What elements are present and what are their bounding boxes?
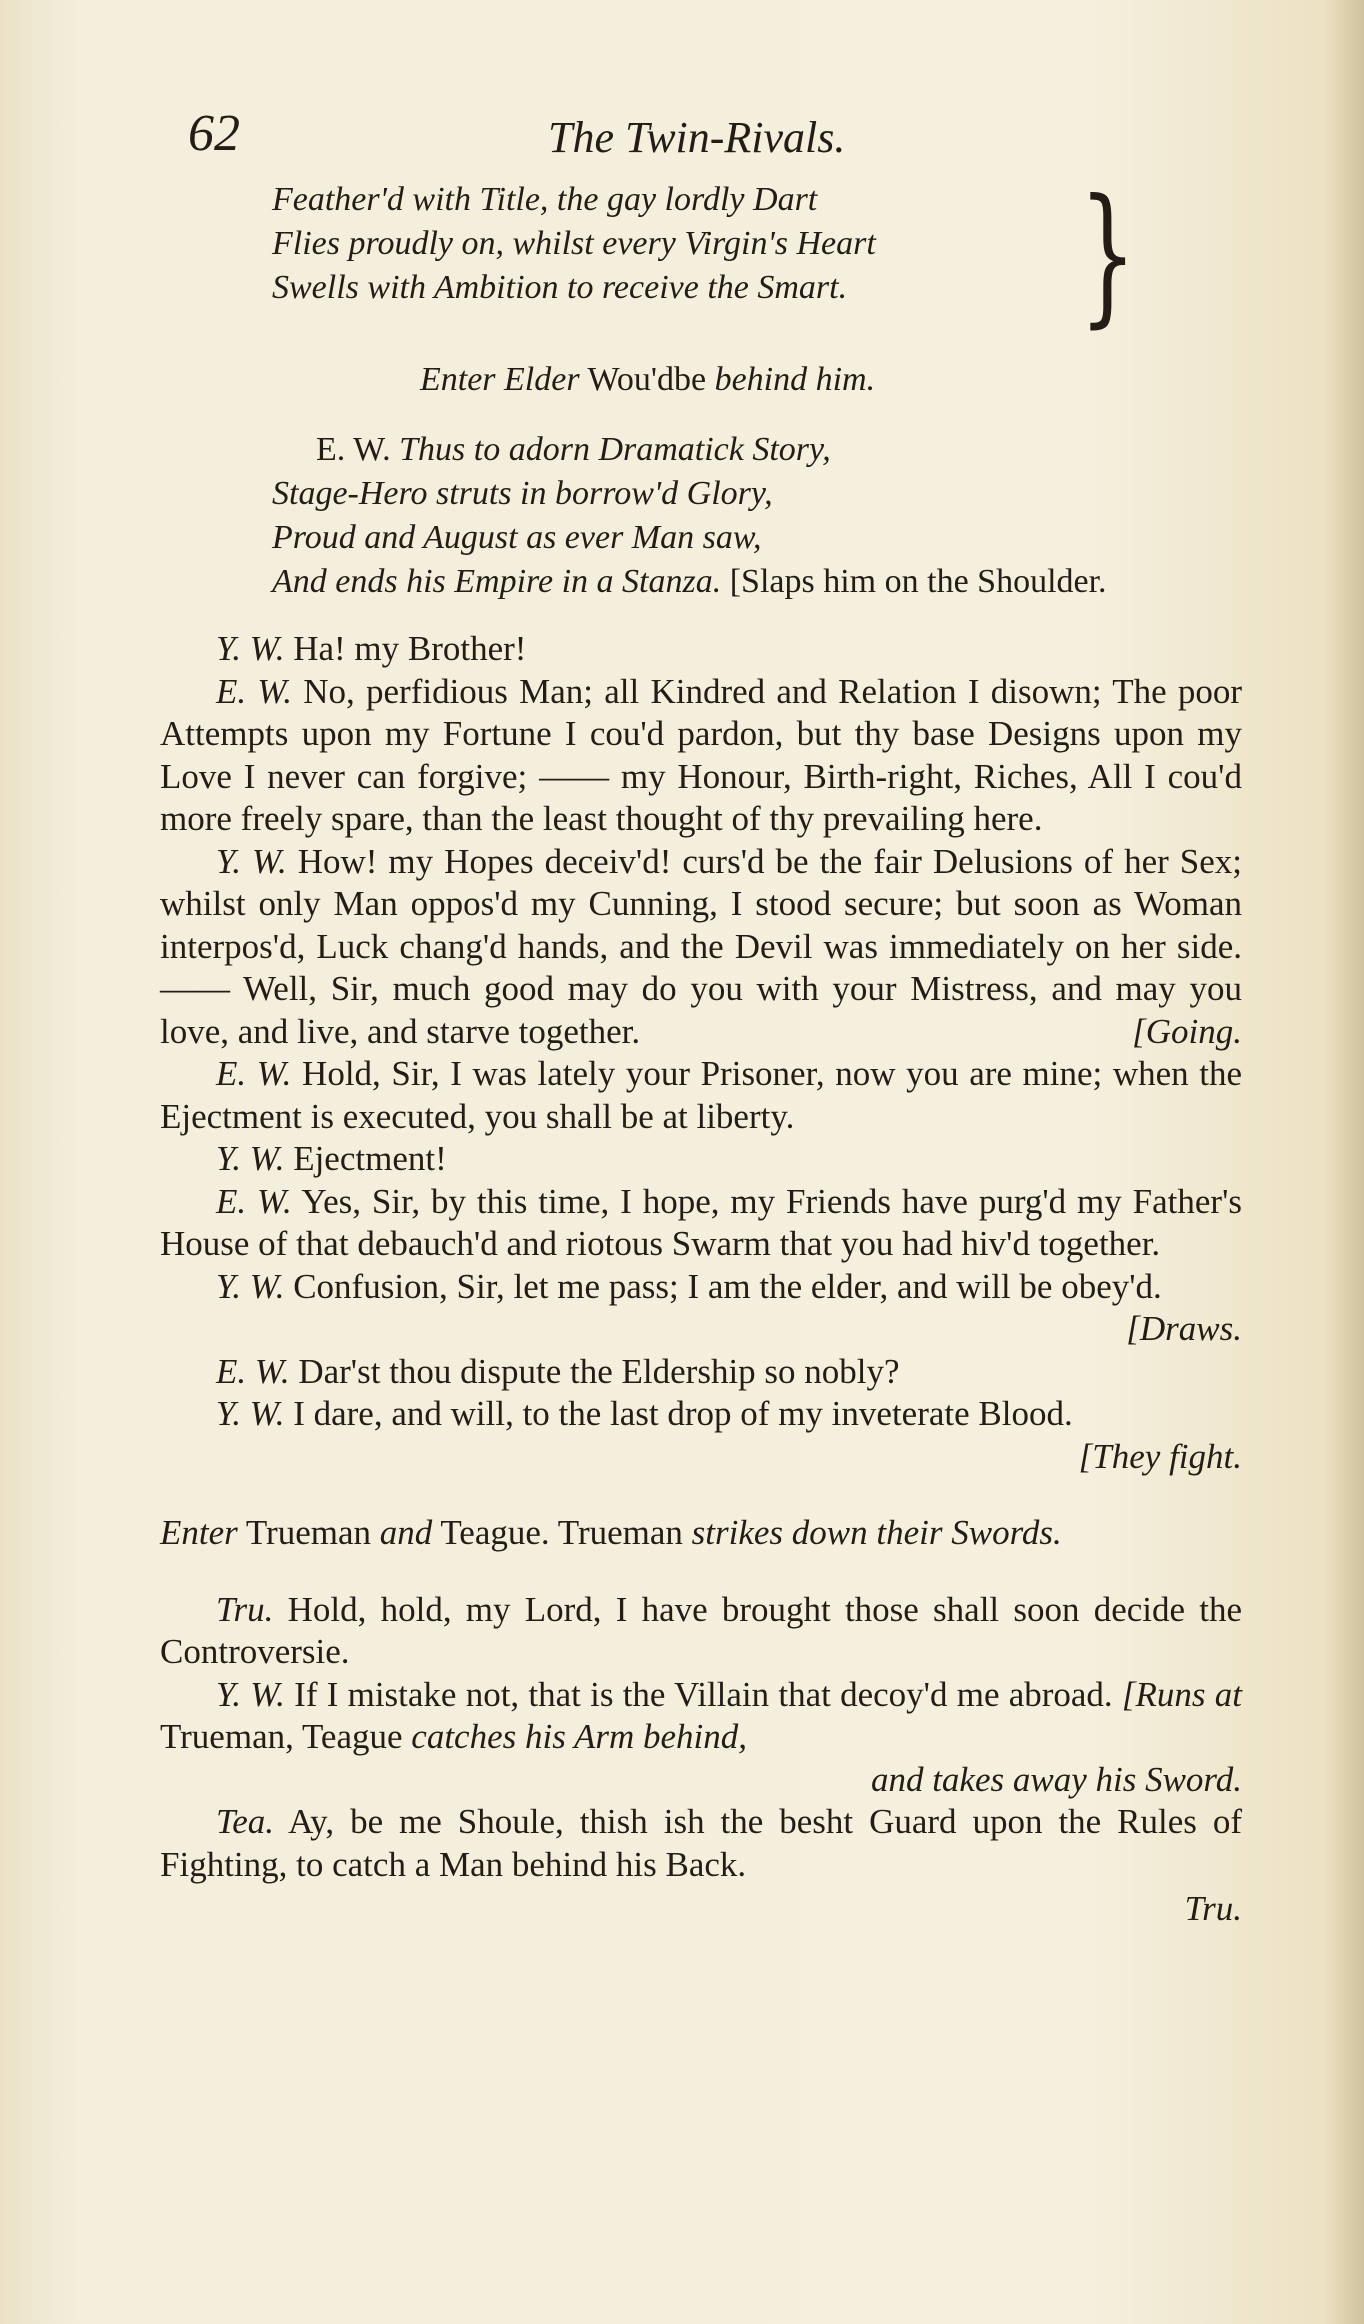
sd2-and: and <box>379 1513 433 1552</box>
ew-verse-speaker: E. W. <box>316 431 391 468</box>
speech-11-dir-b: catches his Arm behind, <box>411 1717 747 1756</box>
catchword: Tru. <box>1184 1889 1242 1928</box>
stage-direction-enter-trueman <box>160 1512 1242 1555</box>
speech-11-dir-c: and takes away his Sword. <box>870 1759 1242 1799</box>
speech-11-dir-name1: Trueman, <box>160 1717 294 1756</box>
ew-verse-text-4: And ends his Empire in a Stanza. <box>272 563 722 600</box>
speech-9 <box>160 1393 1242 1476</box>
speech-9-speaker: Y. W. <box>216 1394 285 1433</box>
speech-3-speaker: Y. W. <box>216 841 287 881</box>
song-line-2: Flies proudly on, whilst every Virgin's Heart <box>272 225 876 262</box>
song-brace: } <box>1079 168 1137 342</box>
speech-5-text: Ejectment! <box>293 1139 447 1178</box>
sd2-name2: Teague. <box>440 1513 550 1552</box>
speech-7-direction: [Draws. <box>1126 1309 1242 1348</box>
sd2-rest: strikes down their Swords. <box>691 1513 1062 1552</box>
song-line-3: Swells with Ambition to receive the Smart. <box>272 269 848 306</box>
speech-2-speaker: E. W. <box>216 671 293 711</box>
sd2-name3: Trueman <box>557 1513 683 1552</box>
speech-3 <box>160 841 1242 1054</box>
page-edge-shadow <box>1324 0 1364 2324</box>
ew-verse-line-4 <box>272 562 1107 602</box>
speech-3-direction: [Going. <box>1132 1011 1242 1051</box>
speech-8 <box>160 1351 1242 1394</box>
speech-10 <box>160 1589 1242 1674</box>
sd1-name: Wou'dbe <box>587 361 707 398</box>
speech-8-speaker: E. W. <box>216 1351 290 1391</box>
speech-8-text: Dar'st thou dispute the Eldership so nobly? <box>298 1351 900 1391</box>
dialogue-block <box>160 628 1242 1931</box>
speech-4 <box>160 1053 1242 1138</box>
ew-verse-line-1 <box>316 430 831 470</box>
speech-2-text: No, perfidious Man; all Kindred and Relation I disown; The poor Attempts upon my Fortune I cou'd pardon, but thy base Designs upon my Love I never can forgive; —— my Honour, Birth-right, Riches, All I cou'd more freely spare, than the least thought of thy prevailing here. <box>160 671 1242 838</box>
speech-1-text: Ha! my Brother! <box>293 629 527 668</box>
running-title: The Twin-Rivals. <box>548 113 846 162</box>
speech-6-text: Yes, Sir, by this time, I hope, my Friends have purg'd my Father's House of that debauch'd and riotous Swarm that you had hiv'd together. <box>160 1181 1242 1263</box>
speech-7-text: Confusion, Sir, let me pass; I am the elder, and will be obey'd. <box>293 1266 1162 1306</box>
speech-11-text: If I mistake not, that is the Villain that decoy'd me abroad. <box>294 1674 1113 1714</box>
sd2-name1: Trueman <box>245 1513 371 1552</box>
speech-1 <box>160 628 1242 671</box>
speech-5-speaker: Y. W. <box>216 1139 285 1178</box>
speech-12 <box>160 1801 1242 1886</box>
speech-10-text: Hold, hold, my Lord, I have brought those shall soon decide the Controversie. <box>160 1589 1243 1671</box>
sd2-enter: Enter <box>160 1513 238 1552</box>
page-number: 62 <box>188 105 240 162</box>
speech-3-text: How! my Hopes deceiv'd! curs'd be the fair Delusions of her Sex; whilst only Man oppos'd my Cunning, I stood secure; but soon as Woman interpos'd, Luck chang'd hands, and the Devil was immediately on her side. —— Well, Sir, much good may do you with your Mistress, and may you love, and live, and starve together. <box>160 841 1242 1051</box>
speech-11-dir-a: [Runs at <box>1121 1674 1242 1714</box>
stage-direction-enter-elder <box>420 360 875 400</box>
speech-4-speaker: E. W. <box>216 1054 292 1093</box>
speech-11-dir-name2: Teague <box>301 1717 403 1756</box>
ew-verse-line-3: Proud and August as ever Man saw, <box>272 519 762 556</box>
speech-7-speaker: Y. W. <box>216 1266 285 1306</box>
speech-1-speaker: Y. W. <box>216 629 285 668</box>
ew-verse-direction: [Slaps him on the Shoulder. <box>729 563 1107 600</box>
speech-9-text: I dare, and will, to the last drop of my inveterate Blood. <box>293 1394 1073 1433</box>
speech-4-text: Hold, Sir, I was lately your Prisoner, now you are mine; when the Ejectment is executed, you shall be at liberty. <box>160 1054 1242 1136</box>
speech-11 <box>160 1674 1242 1802</box>
song-line-1: Feather'd with Title, the gay lordly Dart <box>272 181 818 218</box>
speech-7 <box>160 1266 1242 1348</box>
speech-5 <box>160 1138 1242 1181</box>
speech-12-speaker: Tea. <box>216 1802 275 1841</box>
speech-2 <box>160 671 1242 841</box>
speech-12-text: Ay, be me Shoule, thish ish the besht Guard upon the Rules of Fighting, to catch a Man behind his Back. <box>160 1802 1242 1884</box>
ew-verse-text-1: Thus to adorn Dramatick Story, <box>399 431 831 468</box>
speech-6-speaker: E. W. <box>216 1181 292 1221</box>
sd1-rest: behind him. <box>714 361 876 398</box>
ew-verse-line-2: Stage-Hero struts in borrow'd Glory, <box>272 475 773 512</box>
speech-10-speaker: Tru. <box>216 1589 274 1629</box>
speech-9-direction: [They fight. <box>1078 1436 1242 1476</box>
sd1-enter: Enter Elder <box>420 361 580 398</box>
speech-11-speaker: Y. W. <box>216 1674 285 1714</box>
speech-6 <box>160 1181 1242 1266</box>
